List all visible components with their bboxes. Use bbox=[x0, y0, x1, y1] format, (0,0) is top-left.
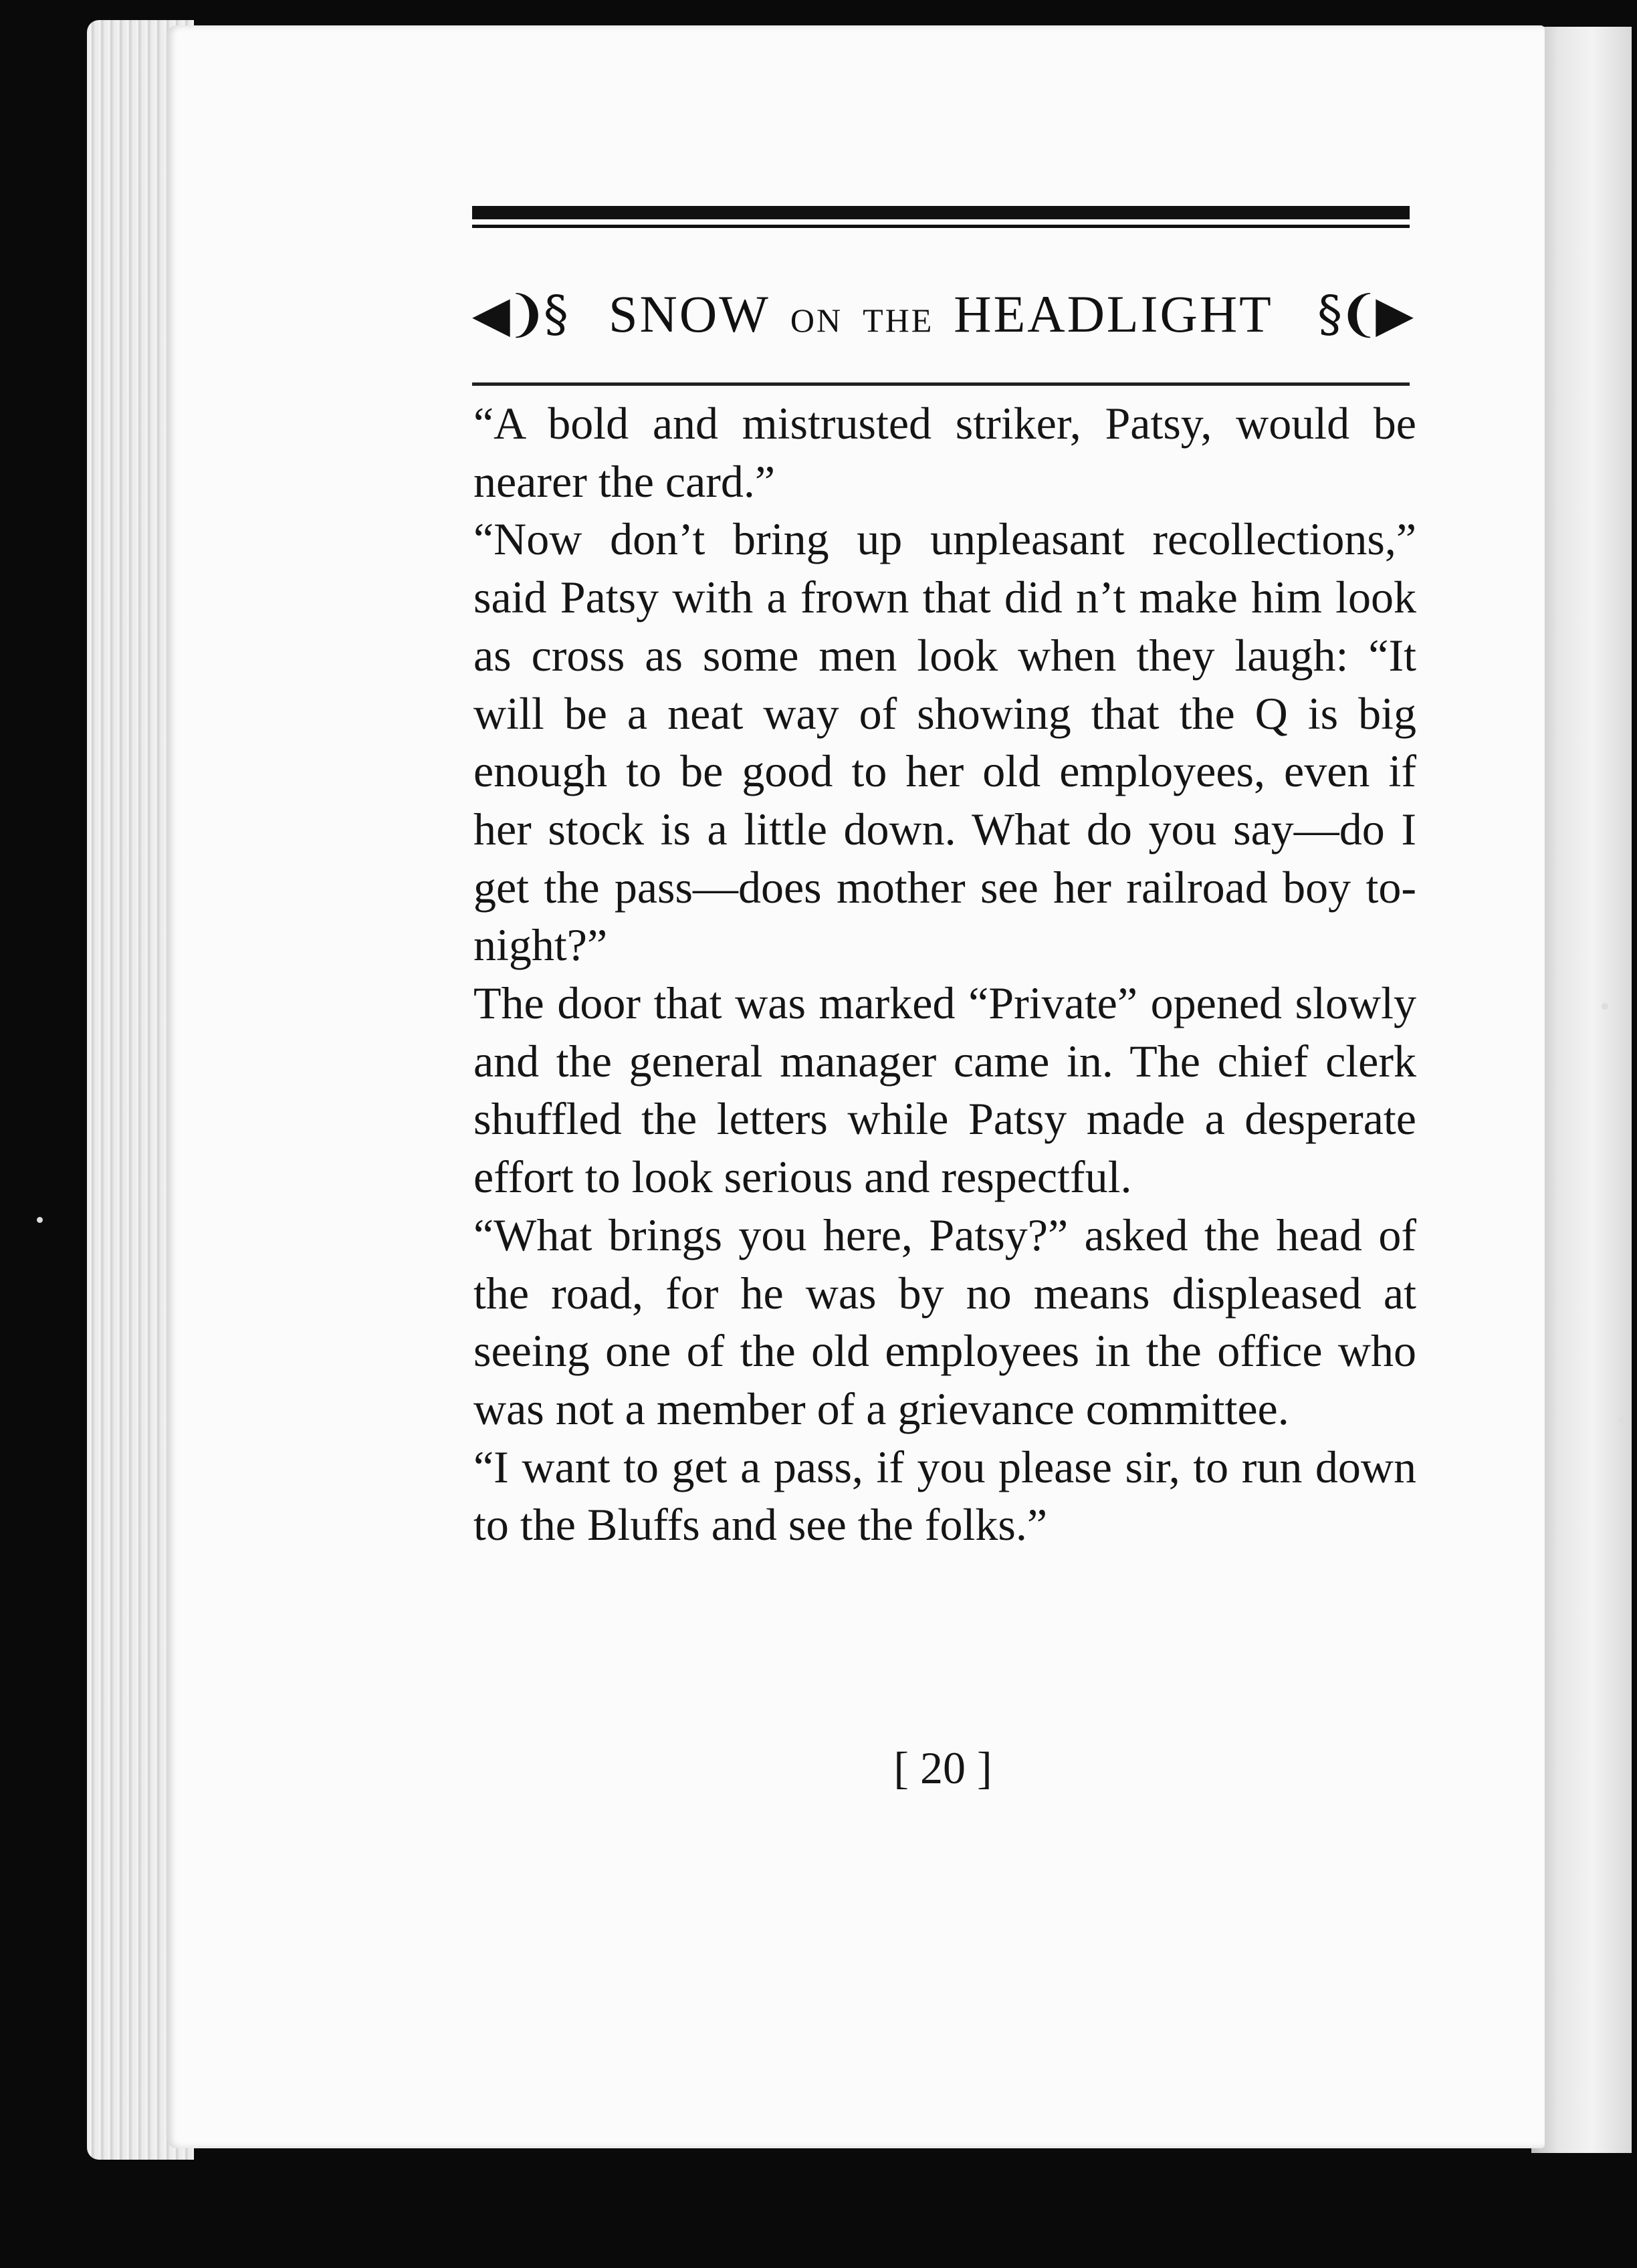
paragraph: “A bold and mistrusted striker, Patsy, would be nearer the card.” bbox=[473, 398, 1416, 507]
header-rule-thin bbox=[472, 225, 1410, 228]
title-word: SNOW bbox=[609, 285, 770, 343]
header-rule-thick bbox=[472, 206, 1410, 219]
paragraph: “I want to get a pass, if you please sir, to run down to the Bluffs and see the folks.” bbox=[473, 1441, 1416, 1551]
header-underline-rule bbox=[472, 382, 1410, 386]
scan-speck bbox=[1618, 1418, 1624, 1423]
left-ornament-icon: ◀❩§ bbox=[472, 286, 564, 343]
next-page-edge bbox=[1531, 27, 1632, 2153]
right-ornament-icon: §❨▶ bbox=[1317, 286, 1410, 343]
paragraph: “What brings you here, Patsy?” asked the head of the road, for he was by no means displeased at seeing one of the old employees in the office who was not a member of a grievance committee. bbox=[473, 1209, 1416, 1434]
running-header bbox=[472, 281, 1410, 348]
title-word: HEADLIGHT bbox=[954, 285, 1273, 343]
title-word: THE bbox=[863, 302, 934, 339]
scan-speck bbox=[1602, 1003, 1608, 1010]
body-text bbox=[473, 394, 1416, 1554]
paragraph: The door that was marked “Private” opened slowly and the general manager came in. The chief clerk shuffled the letters while Patsy made a desperate effort to look serious and respectful. bbox=[473, 978, 1416, 1203]
scan-speck bbox=[37, 1217, 43, 1223]
running-title bbox=[609, 284, 1273, 344]
title-word: ON bbox=[790, 302, 843, 339]
paragraph: “Now don’t bring up unpleasant recollections,” said Patsy with a frown that did n’t make him look as cross as some men look when they laugh: “It will be a neat way of showing that the Q is big enough to be good to her old employees, even if her stock is a little down. What do you say—do I get the pass—does mother see her railroad boy to-night?” bbox=[473, 514, 1416, 971]
page-number: [ 20 ] bbox=[893, 1742, 992, 1793]
